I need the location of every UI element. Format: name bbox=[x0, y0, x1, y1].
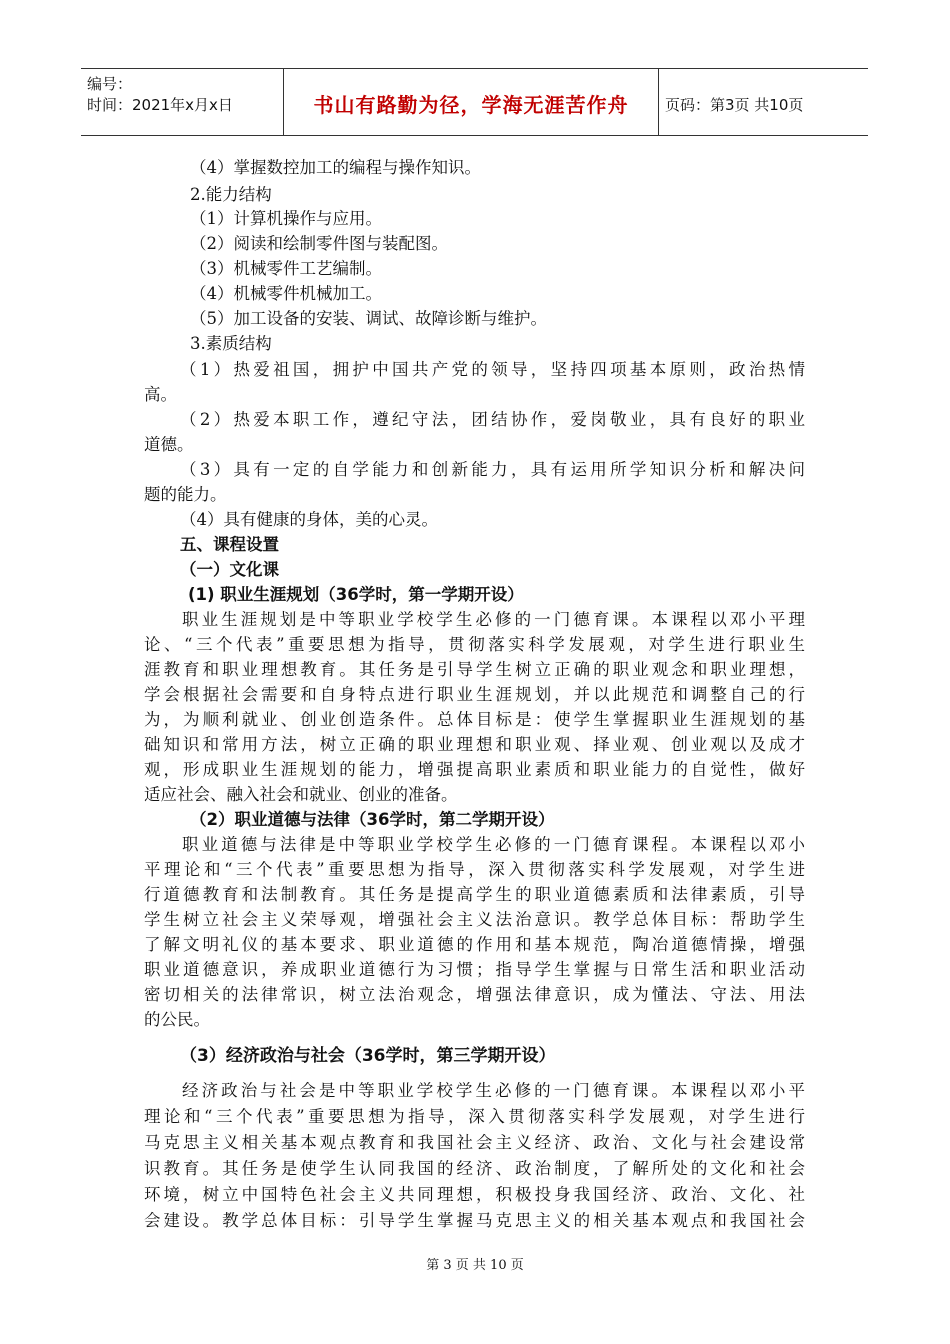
text-line: 学生树立社会主义荣辱观，增强社会主义法治意识。教学总体目标：帮助学生 bbox=[144, 910, 805, 929]
text-line: 理论和“三个代表”重要思想为指导，深入贯彻落实科学发展观，对学生进行 bbox=[144, 1107, 805, 1126]
text-line: 职业道德与法律是中等职业学校学生必修的一门德育课程。本课程以邓小 bbox=[182, 835, 805, 854]
page-footer: 第 3 页 共 10 页 bbox=[426, 1258, 524, 1273]
text-line: 行道德教育和法制教育。其任务是提高学生的职业道德素质和法律素质，引导 bbox=[144, 885, 805, 904]
course-heading: (1) 职业生涯规划（36学时，第一学期开设） bbox=[188, 585, 524, 604]
section-heading: 3.素质结构 bbox=[190, 334, 272, 353]
header-page-cell bbox=[659, 69, 868, 135]
course-heading: （3）经济政治与社会（36学时，第三学期开设） bbox=[180, 1046, 556, 1066]
text-line: （4）掌握数控加工的编程与操作知识。 bbox=[190, 158, 481, 177]
section-heading: 2.能力结构 bbox=[190, 185, 272, 204]
text-line: 观，形成职业生涯规划的能力，增强提高职业素质和职业能力的自觉性，做好 bbox=[144, 760, 805, 779]
section-heading: 五、课程设置 bbox=[180, 535, 279, 554]
header-meta-cell bbox=[81, 69, 284, 135]
text-line: 职业生涯规划是中等职业学校学生必修的一门德育课。本课程以邓小平理 bbox=[182, 610, 805, 629]
text-line: 识教育。其任务是使学生认同我国的经济、政治制度，了解所处的文化和社会 bbox=[144, 1159, 805, 1178]
doc-date-label: 时间：2021年x月x日 bbox=[87, 96, 233, 114]
text-line: 适应社会、融入社会和就业、创业的准备。 bbox=[144, 785, 458, 804]
text-line: （4）具有健康的身体，美的心灵。 bbox=[180, 510, 438, 529]
header-motto: 书山有路勤为径，学海无涯苦作舟 bbox=[313, 93, 629, 117]
text-line: 论、“三个代表”重要思想为指导，贯彻落实科学发展观，对学生进行职业生 bbox=[144, 635, 805, 654]
text-line: 平理论和“三个代表”重要思想为指导，深入贯彻落实科学发展观，对学生进 bbox=[144, 860, 805, 879]
header-motto-cell bbox=[284, 69, 659, 135]
text-line: （1）热爱祖国，拥护中国共产党的领导，坚持四项基本原则，政治热情 bbox=[180, 360, 805, 379]
text-line: 密切相关的法律常识，树立法治观念，增强法律意识，成为懂法、守法、用法 bbox=[144, 985, 805, 1004]
text-line: 学会根据社会需要和自身特点进行职业生涯规划，并以此规范和调整自己的行 bbox=[144, 685, 805, 704]
course-heading: （2）职业道德与法律（36学时，第二学期开设） bbox=[190, 810, 555, 829]
text-line: （2）阅读和绘制零件图与装配图。 bbox=[190, 234, 448, 253]
text-line: 涯教育和职业理想教育。其任务是引导学生树立正确的职业观念和职业理想， bbox=[144, 660, 805, 679]
text-line: （1）计算机操作与应用。 bbox=[190, 209, 382, 228]
text-line: 高。 bbox=[144, 385, 177, 404]
text-line: 为，为顺利就业、创业创造条件。总体目标是：使学生掌握职业生涯规划的基 bbox=[144, 710, 805, 729]
text-line: 的公民。 bbox=[144, 1010, 210, 1029]
text-line: 题的能力。 bbox=[144, 485, 227, 504]
text-line: 会建设。教学总体目标：引导学生掌握马克思主义的相关基本观点和我国社会 bbox=[144, 1211, 805, 1230]
text-line: 马克思主义相关基本观点教育和我国社会主义经济、政治、文化与社会建设常 bbox=[144, 1133, 805, 1152]
text-line: （5）加工设备的安装、调试、故障诊断与维护。 bbox=[190, 309, 547, 328]
text-line: 环境，树立中国特色社会主义共同理想，积极投身我国经济、政治、文化、社 bbox=[144, 1185, 805, 1204]
text-line: 道德。 bbox=[144, 435, 194, 454]
text-line: 了解文明礼仪的基本要求、职业道德的作用和基本规范，陶冶道德情操，增强 bbox=[144, 935, 805, 954]
header-page-info: 页码：第3页 共10页 bbox=[665, 96, 804, 114]
text-line: （3）具有一定的自学能力和创新能力，具有运用所学知识分析和解决问 bbox=[180, 460, 805, 479]
text-line: 职业道德意识，养成职业道德行为习惯；指导学生掌握与日常生活和职业活动 bbox=[144, 960, 805, 979]
text-line: （3）机械零件工艺编制。 bbox=[190, 259, 382, 278]
text-line: 础知识和常用方法，树立正确的职业理想和职业观、择业观、创业观以及成才 bbox=[144, 735, 805, 754]
text-line: （2）热爱本职工作，遵纪守法，团结协作，爱岗敬业，具有良好的职业 bbox=[180, 410, 805, 429]
subsection-heading: （一）文化课 bbox=[180, 560, 279, 579]
doc-number-label: 编号： bbox=[87, 75, 133, 93]
text-line: （4）机械零件机械加工。 bbox=[190, 284, 382, 303]
page-header bbox=[81, 68, 868, 136]
text-line: 经济政治与社会是中等职业学校学生必修的一门德育课。本课程以邓小平 bbox=[182, 1081, 805, 1100]
